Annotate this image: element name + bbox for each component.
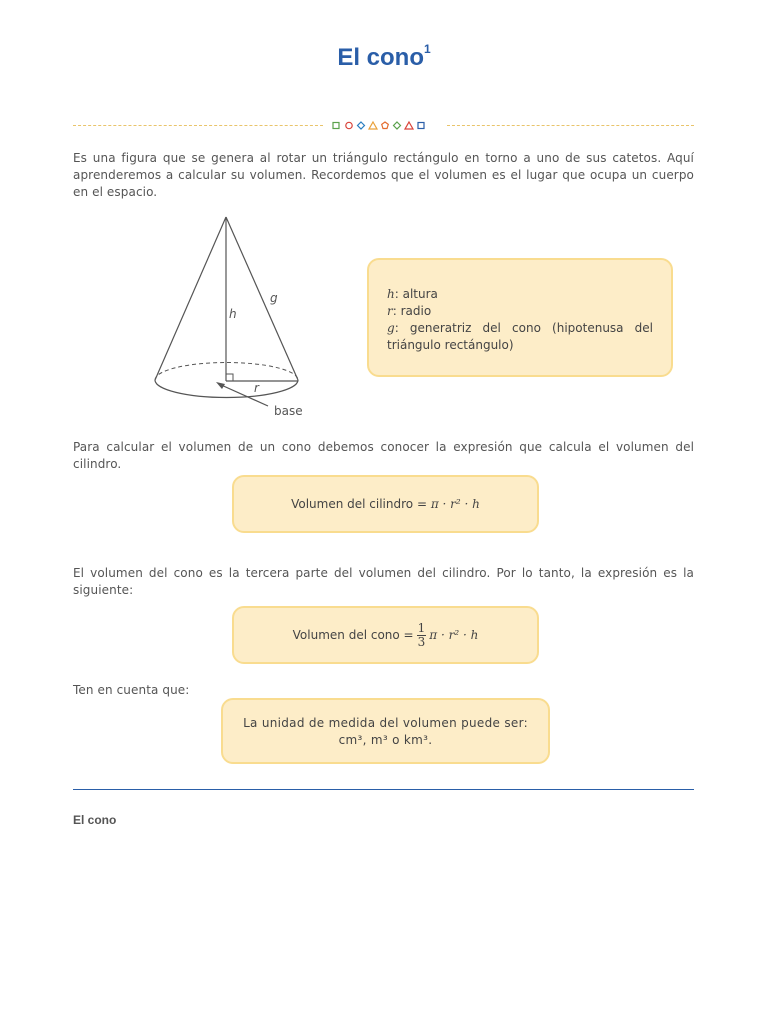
- intro-paragraph: Es una figura que se genera al rotar un triángulo rectángulo en torno a uno de sus catetos. Aquí aprenderemos a calcular su volumen. Recordemos que el volumen es el lugar que ocupa un cuerpo en el espacio.: [73, 151, 694, 199]
- cone-left-edge: [155, 217, 226, 380]
- footer-label: El cono: [73, 813, 117, 827]
- legend-g-text: : generatriz del cono (hipotenusa del triángulo rectángulo): [387, 321, 653, 352]
- right-angle-mark: [226, 374, 233, 381]
- note-box: [221, 698, 550, 764]
- label-g: g: [270, 291, 278, 305]
- legend-row-g: [387, 320, 653, 354]
- note-line-2: cm³, m³ o km³.: [338, 733, 433, 747]
- page-title-text: El cono: [337, 44, 424, 71]
- legend-row-r: [387, 303, 653, 320]
- square-blue-icon: [418, 123, 424, 129]
- divider-dash-left: [73, 125, 323, 126]
- fraction-denominator: 3: [417, 634, 426, 649]
- one-third-fraction: [417, 622, 427, 649]
- circle-red-icon: [346, 122, 352, 128]
- cone-paragraph: El volumen del cono es la tercera parte del volumen del cilindro. Por lo tanto, la expresión es la siguiente:: [73, 566, 694, 597]
- legend-row-h: [387, 286, 653, 303]
- fraction-numerator: 1: [417, 620, 426, 635]
- diamond-green-icon: [394, 122, 401, 129]
- cone-diagram: [140, 208, 320, 423]
- legend-r-symbol: r: [387, 304, 393, 318]
- legend-box: [367, 258, 673, 377]
- note-intro: Ten en cuenta que:: [73, 683, 190, 697]
- label-base: base: [274, 404, 303, 418]
- note-line-1: La unidad de medida del volumen puede ser:: [243, 716, 528, 730]
- decorative-divider: [73, 119, 694, 133]
- legend-r-text: : radio: [392, 304, 432, 318]
- shapes-ornament: [331, 119, 435, 133]
- cone-formula-label: Volumen del cono =: [292, 628, 414, 642]
- legend-h-text: : altura: [394, 287, 438, 301]
- cylinder-formula-label: Volumen del cilindro =: [291, 497, 427, 511]
- cylinder-formula-expr: π · r² · h: [430, 497, 480, 511]
- divider-dash-right: [447, 125, 694, 126]
- section-separator: [73, 789, 694, 790]
- cylinder-formula-box: [232, 475, 539, 533]
- triangle-orange-icon: [369, 122, 377, 129]
- base-pointer-arrowhead: [216, 382, 225, 389]
- triangle-red-icon: [405, 122, 413, 129]
- cone-generatrix: [226, 217, 298, 380]
- base-front-arc: [155, 380, 298, 398]
- page-title: [0, 44, 768, 72]
- cone-formula-expr: π · r² · h: [429, 628, 479, 642]
- cone-formula-box: [232, 606, 539, 664]
- legend-h-symbol: h: [387, 287, 395, 301]
- cylinder-paragraph: Para calcular el volumen de un cono debemos conocer la expresión que calcula el volumen del cilindro.: [73, 440, 694, 471]
- footnote-mark: 1: [423, 42, 431, 56]
- legend-g-symbol: g: [387, 321, 395, 335]
- label-r: r: [254, 381, 259, 395]
- label-h: h: [229, 307, 237, 321]
- diamond-blue-icon: [358, 122, 365, 129]
- square-green-icon: [333, 123, 339, 129]
- pentagon-orange-icon: [382, 122, 389, 129]
